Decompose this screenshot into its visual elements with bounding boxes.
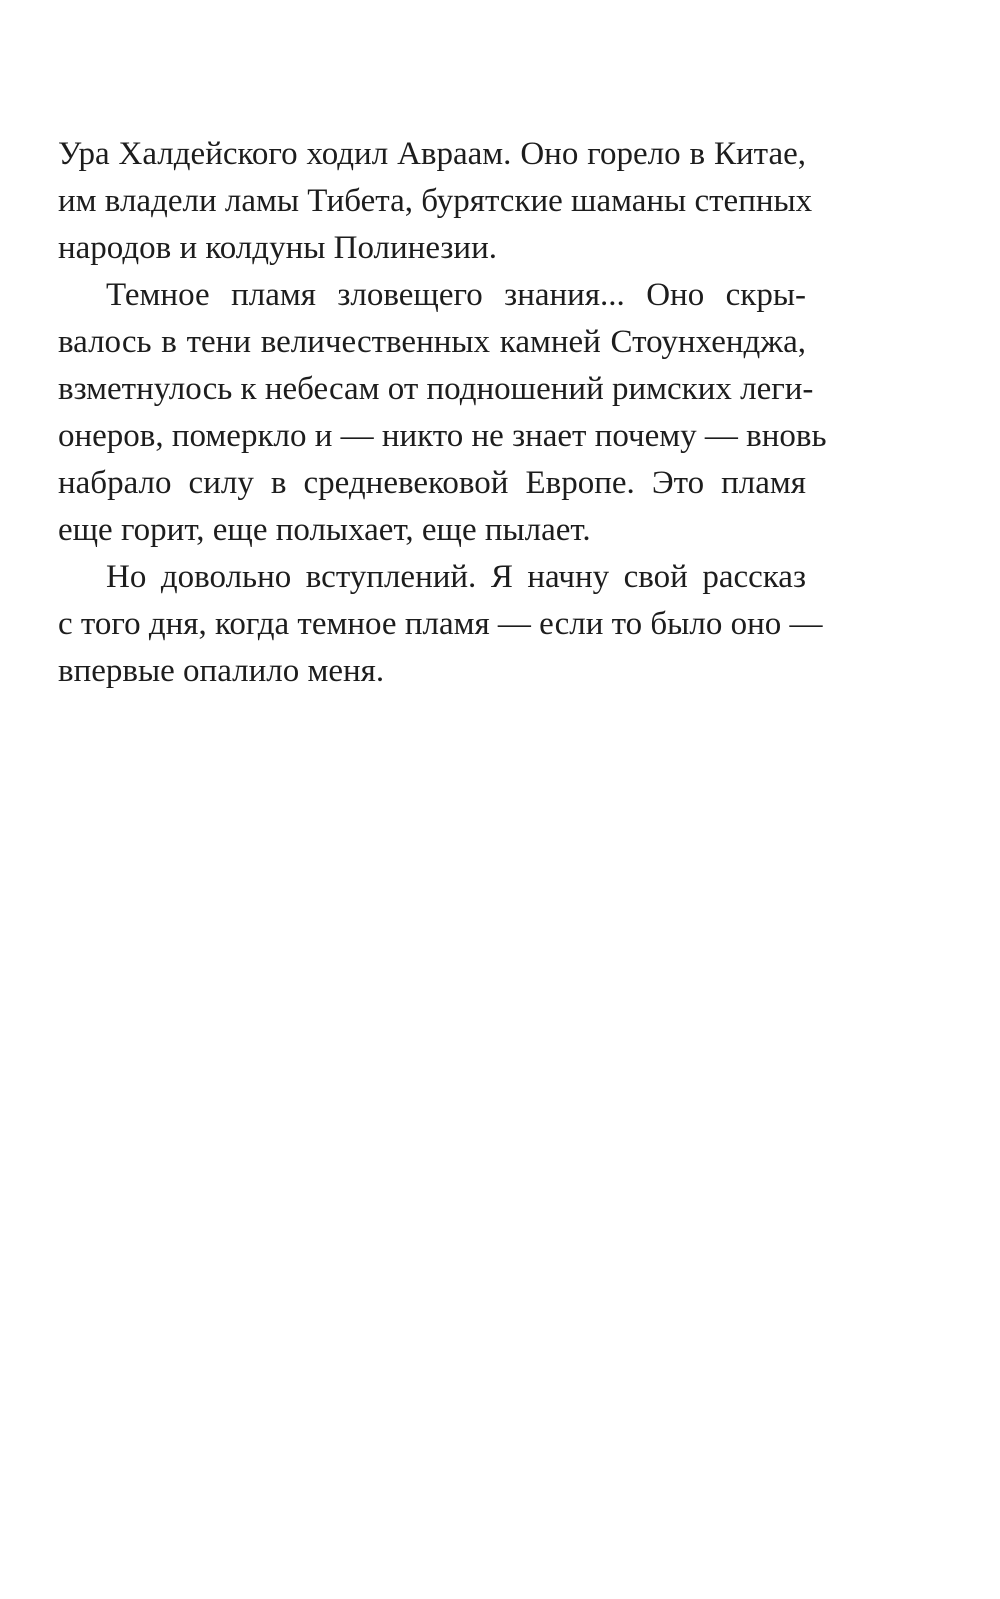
text-line: Ура Халдейского ходил Авраам. Оно горело в Китае, xyxy=(58,136,806,172)
text-line: набрало силу в средневековой Европе. Это пламя xyxy=(58,465,806,501)
paragraph-3 xyxy=(58,554,823,695)
page-body-text xyxy=(58,131,827,695)
text-line: впервые опалило меня. xyxy=(58,653,385,689)
text-line: Темное пламя зловещего знания... Оно скры- xyxy=(106,277,806,313)
text-line: им владели ламы Тибета, бурятские шаманы степных xyxy=(58,183,813,219)
paragraph-1 xyxy=(58,131,813,272)
text-line: Но довольно вступлений. Я начну свой рассказ xyxy=(106,559,806,595)
text-line: еще горит, еще полыхает, еще пылает. xyxy=(58,512,591,548)
text-line: взметнулось к небесам от подношений римских леги- xyxy=(58,371,814,407)
text-line: валось в тени величественных камней Стоунхенджа, xyxy=(58,324,806,360)
text-line: онеров, померкло и — никто не знает почему — вновь xyxy=(58,418,827,454)
text-line: с того дня, когда темное пламя — если то было оно — xyxy=(58,606,823,642)
text-line: народов и колдуны Полинезии. xyxy=(58,230,497,266)
paragraph-2 xyxy=(58,272,827,554)
